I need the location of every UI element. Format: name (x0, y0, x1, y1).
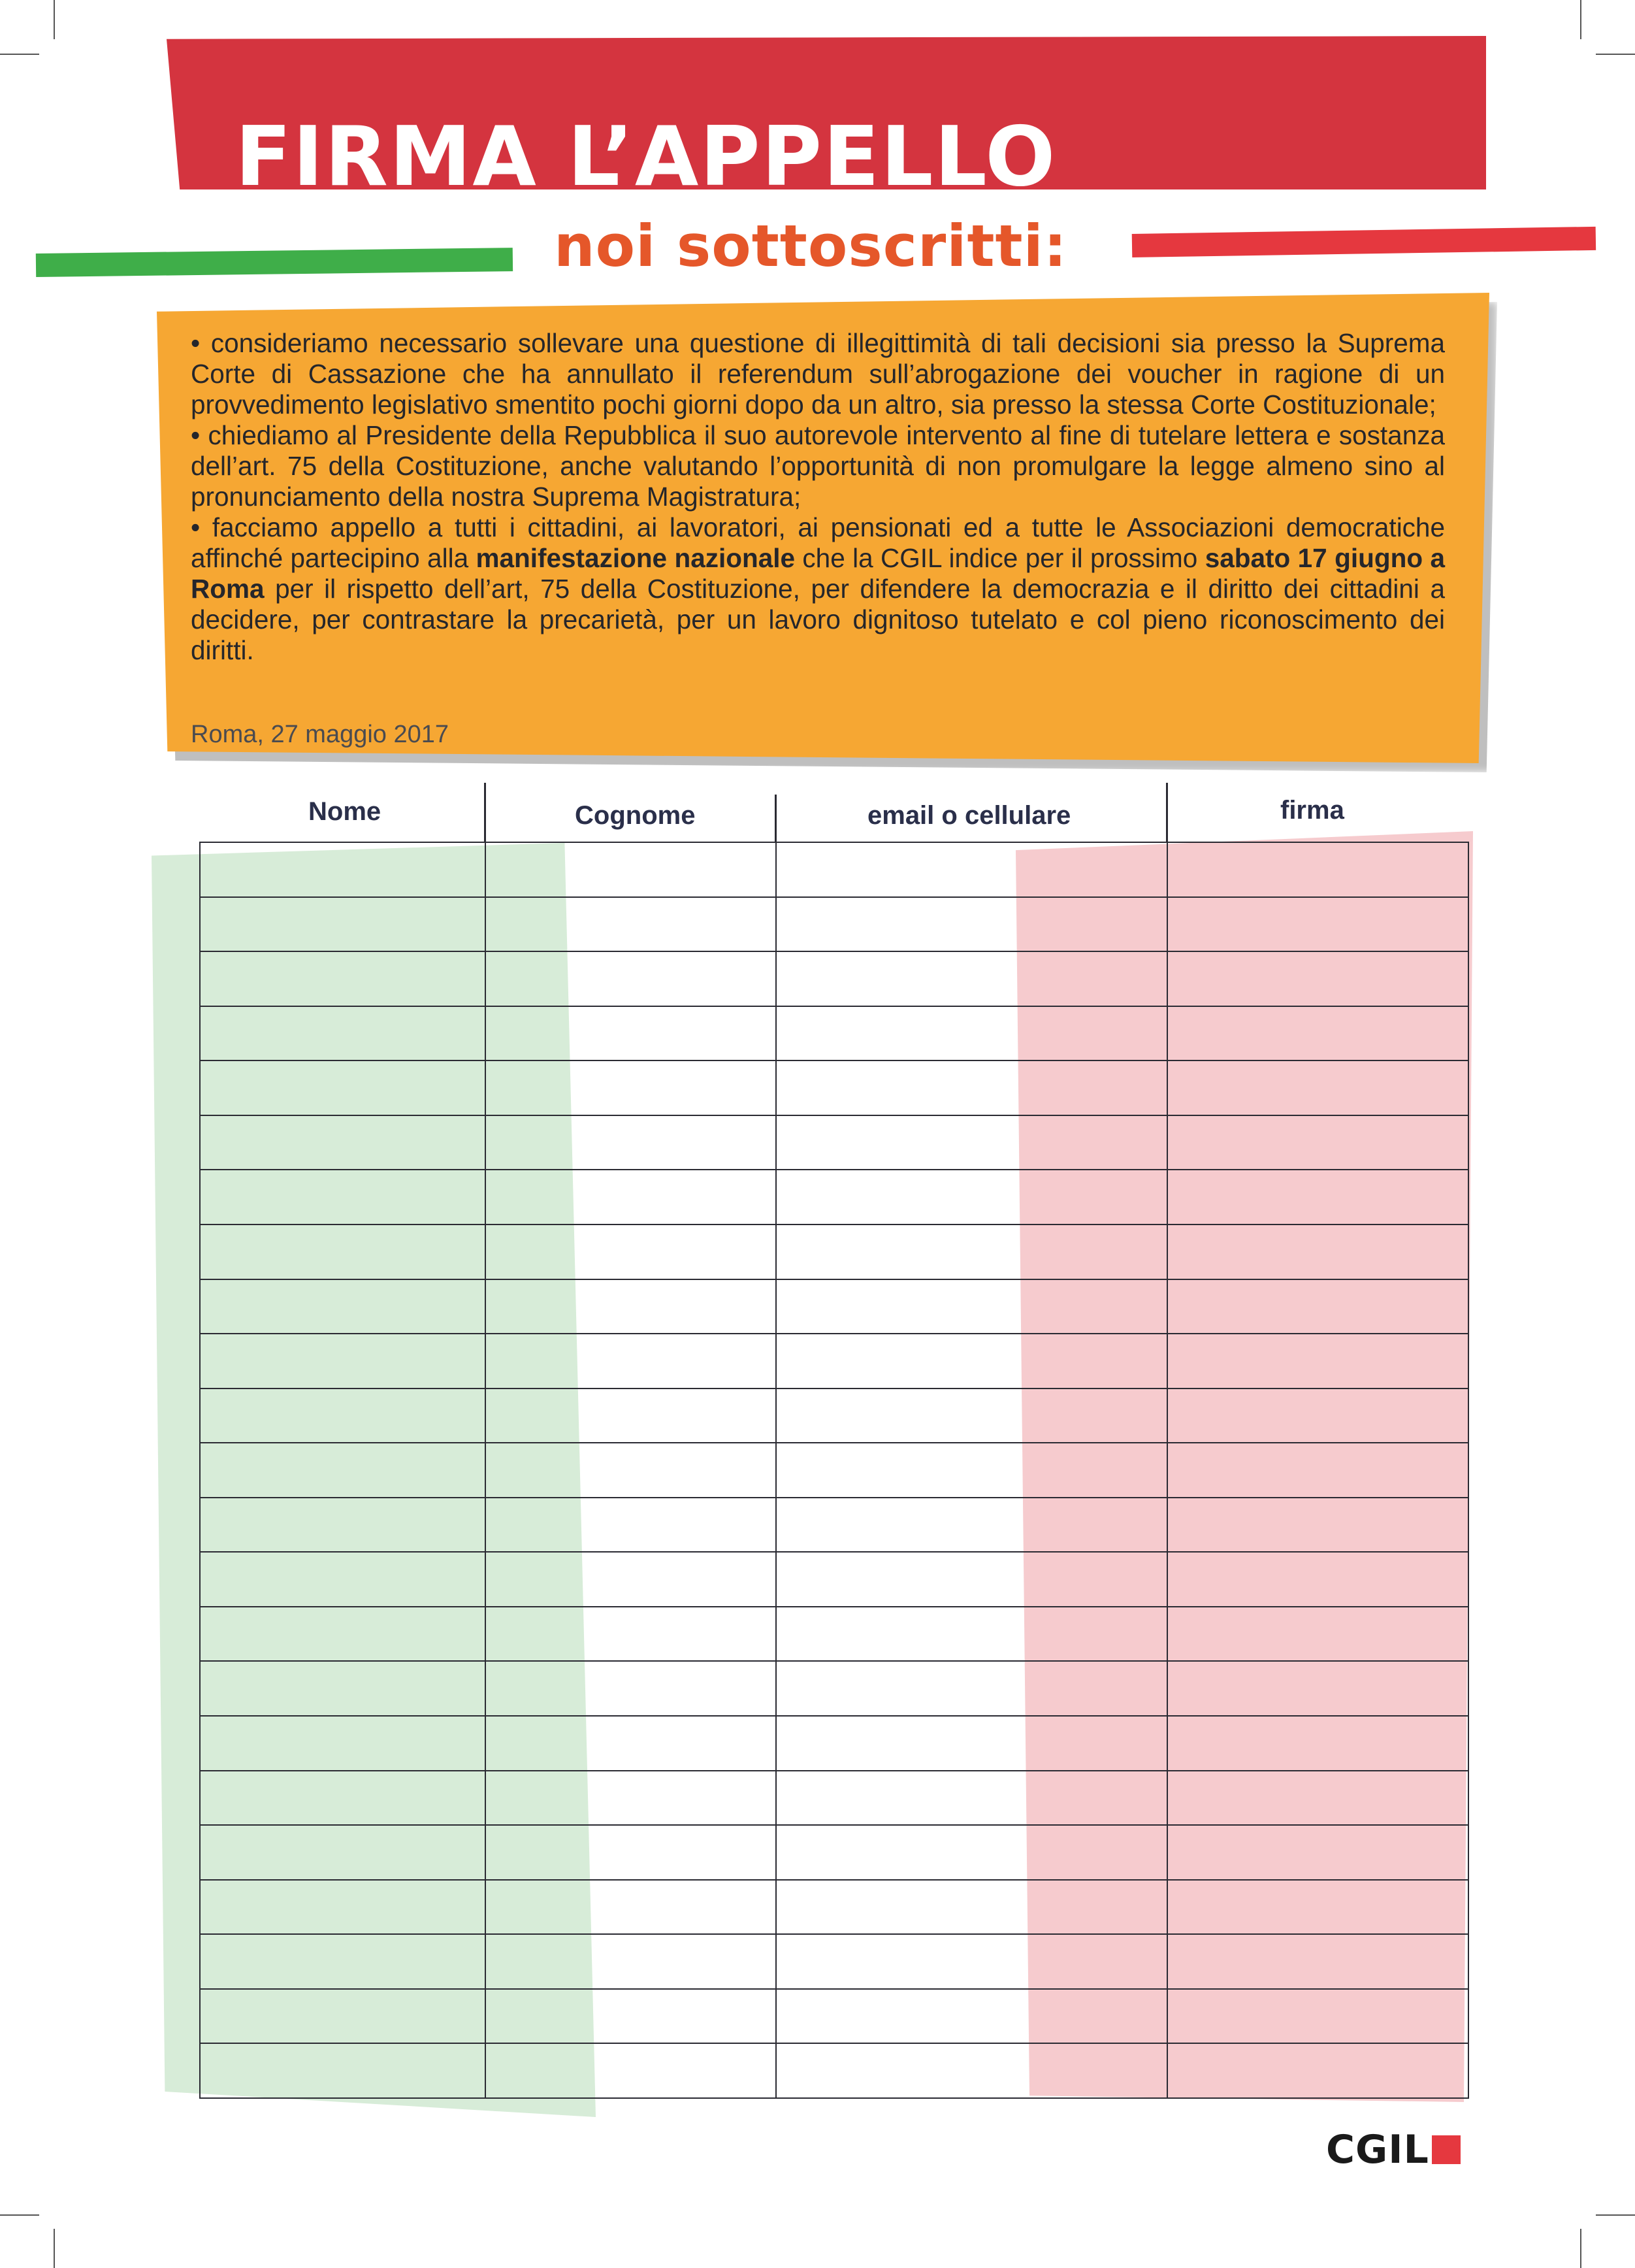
email-cell (776, 1279, 1167, 1334)
cognome-cell (485, 1224, 776, 1279)
nome-cell (200, 1934, 485, 1989)
cognome-cell (485, 1552, 776, 1607)
cognome-cell (485, 1115, 776, 1170)
nome-cell (200, 1771, 485, 1826)
firma-cell (1167, 842, 1468, 897)
page-title: FIRMA L’APPELLO (235, 108, 1057, 193)
cognome-cell (485, 842, 776, 897)
firma-cell (1167, 1607, 1468, 1662)
nome-cell (200, 1224, 485, 1279)
nome-cell (200, 1389, 485, 1443)
cognome-cell (485, 1934, 776, 1989)
firma-cell (1167, 1934, 1468, 1989)
table-row (200, 1279, 1468, 1334)
table-row (200, 1060, 1468, 1115)
nome-cell (200, 1989, 485, 2044)
table-row (200, 1006, 1468, 1061)
table-row (200, 1389, 1468, 1443)
appeal-date: Roma, 27 maggio 2017 (191, 721, 449, 748)
cognome-cell (485, 1880, 776, 1935)
firma-cell (1167, 897, 1468, 952)
nome-cell (200, 842, 485, 897)
cognome-cell (485, 1170, 776, 1224)
nome-cell (200, 1115, 485, 1170)
cognome-cell (485, 1498, 776, 1553)
nome-cell (200, 1607, 485, 1662)
nome-cell (200, 1716, 485, 1771)
email-cell (776, 897, 1167, 952)
email-cell (776, 1716, 1167, 1771)
table-row (200, 1716, 1468, 1771)
firma-cell (1167, 1334, 1468, 1389)
nome-cell (200, 1006, 485, 1061)
email-cell (776, 842, 1167, 897)
nome-cell (200, 951, 485, 1006)
email-cell (776, 1880, 1167, 1935)
firma-cell (1167, 1115, 1468, 1170)
firma-cell (1167, 1880, 1468, 1935)
nome-cell (200, 1552, 485, 1607)
email-cell (776, 1443, 1167, 1498)
nome-cell (200, 1334, 485, 1389)
cognome-cell (485, 1825, 776, 1880)
firma-cell (1167, 1389, 1468, 1443)
crop-mark-top-right-h (1596, 54, 1635, 55)
firma-cell (1167, 1006, 1468, 1061)
nome-cell (200, 1443, 485, 1498)
appeal-point-3-text: • facciamo appello a tutti i cittadini, ai lavoratori, ai pensionati ed a tutte le Associazioni democratiche affinché partecipino alla (191, 512, 1445, 573)
table-row (200, 1170, 1468, 1224)
crop-mark-bottom-left-v (54, 2229, 55, 2268)
email-cell (776, 1607, 1167, 1662)
email-cell (776, 1989, 1167, 2044)
email-cell (776, 1389, 1167, 1443)
header-divider (1166, 783, 1168, 843)
email-cell (776, 1334, 1167, 1389)
table-row (200, 842, 1468, 897)
appeal-highlight-date: sabato 17 giugno a Roma (191, 543, 1445, 604)
subtitle: noi sottoscritti: (554, 212, 1067, 280)
cgil-logo-square (1432, 2135, 1461, 2164)
firma-cell (1167, 1989, 1468, 2044)
table-row (200, 1880, 1468, 1935)
firma-cell (1167, 1443, 1468, 1498)
crop-mark-bottom-left-h (0, 2214, 39, 2216)
green-stripe (36, 248, 513, 277)
table-row (200, 1771, 1468, 1826)
appeal-point-3 (191, 512, 1445, 666)
nome-cell (200, 1060, 485, 1115)
firma-cell (1167, 1224, 1468, 1279)
table-row (200, 1443, 1468, 1498)
email-cell (776, 1006, 1167, 1061)
appeal-point-3-text: che la CGIL indice per il prossimo (795, 543, 1205, 573)
cognome-cell (485, 2043, 776, 2098)
firma-cell (1167, 1825, 1468, 1880)
cgil-logo-text: CGIL (1326, 2127, 1429, 2173)
appeal-point-3-text: per il rispetto dell’art, 75 della Costituzione, per difendere la democrazia e il diritto dei cittadini a decidere, per contrastare la precarietà, per un lavoro dignitoso tutelato e col pieno riconoscimento dei diritti. (191, 574, 1445, 665)
table-row (200, 1661, 1468, 1716)
crop-mark-bottom-right-v (1580, 2229, 1581, 2268)
firma-cell (1167, 1060, 1468, 1115)
table-row (200, 1498, 1468, 1553)
firma-cell (1167, 1771, 1468, 1826)
cgil-logo (1326, 2127, 1461, 2173)
nome-cell (200, 2043, 485, 2098)
column-header-email: email o cellulare (867, 801, 1071, 830)
email-cell (776, 951, 1167, 1006)
firma-cell (1167, 2043, 1468, 2098)
red-stripe (1132, 227, 1596, 257)
crop-mark-top-right-v (1580, 0, 1581, 39)
firma-cell (1167, 1716, 1468, 1771)
firma-cell (1167, 1661, 1468, 1716)
appeal-point-2: • chiediamo al Presidente della Repubblica il suo autorevole intervento al fine di tutelare lettera e sostanza dell’art. 75 della Costituzione, anche valutando l’opportunità di non promulgare la legge almeno sino al pronunciamento della nostra Suprema Magistratura; (191, 420, 1445, 512)
table-row (200, 1115, 1468, 1170)
table-row (200, 1607, 1468, 1662)
email-cell (776, 1934, 1167, 1989)
firma-cell (1167, 1279, 1468, 1334)
cognome-cell (485, 897, 776, 952)
cognome-cell (485, 1443, 776, 1498)
table-row (200, 1989, 1468, 2044)
table-row (200, 897, 1468, 952)
nome-cell (200, 1498, 485, 1553)
cognome-cell (485, 1716, 776, 1771)
email-cell (776, 1552, 1167, 1607)
table-row (200, 1552, 1468, 1607)
crop-mark-bottom-right-h (1596, 2214, 1635, 2216)
nome-cell (200, 897, 485, 952)
table-row (200, 2043, 1468, 2098)
nome-cell (200, 1170, 485, 1224)
cognome-cell (485, 1389, 776, 1443)
cognome-cell (485, 1661, 776, 1716)
appeal-text (191, 328, 1445, 666)
cognome-cell (485, 1989, 776, 2044)
email-cell (776, 1661, 1167, 1716)
email-cell (776, 1498, 1167, 1553)
nome-cell (200, 1825, 485, 1880)
column-header-firma: firma (1280, 796, 1344, 825)
table-row (200, 1934, 1468, 1989)
email-cell (776, 1224, 1167, 1279)
header-divider (484, 783, 486, 843)
crop-mark-top-left-v (54, 0, 55, 39)
column-header-nome: Nome (308, 797, 381, 826)
firma-cell (1167, 1498, 1468, 1553)
column-header-cognome: Cognome (575, 801, 696, 830)
email-cell (776, 1115, 1167, 1170)
table-row (200, 1825, 1468, 1880)
header-divider (775, 795, 777, 843)
firma-cell (1167, 951, 1468, 1006)
cognome-cell (485, 951, 776, 1006)
cognome-cell (485, 1279, 776, 1334)
signature-rows (200, 842, 1468, 2098)
table-row (200, 1334, 1468, 1389)
appeal-point-1: • consideriamo necessario sollevare una questione di illegittimità di tali decisioni sia presso la Suprema Corte di Cassazione che ha annullato il referendum sull’abrogazione dei voucher in ragione di un provvedimento legislativo smentito pochi giorni dopo da un altro, sia presso la stessa Corte Costituzionale; (191, 328, 1445, 419)
cognome-cell (485, 1771, 776, 1826)
email-cell (776, 1170, 1167, 1224)
firma-cell (1167, 1552, 1468, 1607)
email-cell (776, 1771, 1167, 1826)
nome-cell (200, 1880, 485, 1935)
cognome-cell (485, 1060, 776, 1115)
email-cell (776, 2043, 1167, 2098)
cognome-cell (485, 1006, 776, 1061)
crop-mark-top-left-h (0, 54, 39, 55)
table-row (200, 951, 1468, 1006)
email-cell (776, 1825, 1167, 1880)
table-row (200, 1224, 1468, 1279)
cognome-cell (485, 1334, 776, 1389)
firma-cell (1167, 1170, 1468, 1224)
email-cell (776, 1060, 1167, 1115)
nome-cell (200, 1661, 485, 1716)
signature-table (199, 842, 1469, 2099)
cognome-cell (485, 1607, 776, 1662)
nome-cell (200, 1279, 485, 1334)
appeal-highlight-manifestazione: manifestazione nazionale (476, 543, 796, 573)
